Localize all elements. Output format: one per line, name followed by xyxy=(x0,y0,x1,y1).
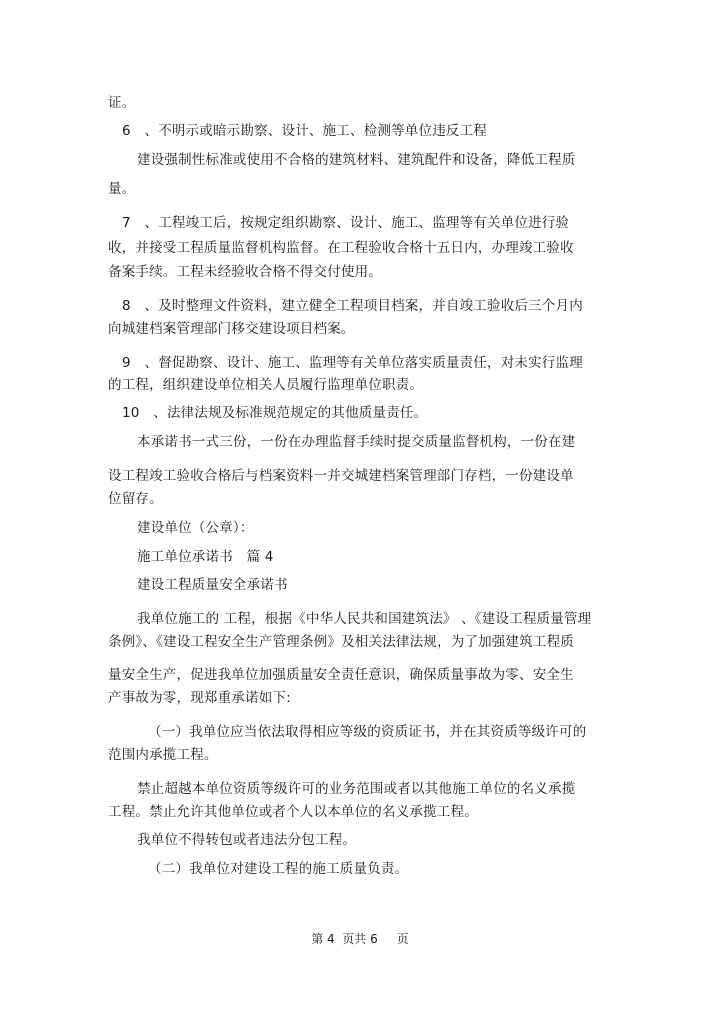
text-line: 范围内承揽工程。 xyxy=(108,747,218,763)
clause-2: （二）我单位对建设工程的施工质量负责。 xyxy=(148,861,409,877)
text-line: 向城建档案管理部门移交建设项目档案。 xyxy=(108,321,355,337)
section-subtitle: 建设工程质量安全承诺书 xyxy=(137,577,288,593)
text-line: 证。 xyxy=(108,95,136,111)
list-item-9: 9 、督促勘察、设计、施工、监理等有关单位落实质量责任，对未实行监理 xyxy=(122,355,583,371)
paragraph-line: 本承诺书一式三份，一份在办理监督手续时提交质量监督机构，一份在建 xyxy=(137,434,576,450)
list-item-10: 10 、法律法规及标准规范规定的其他质量责任。 xyxy=(122,405,428,421)
text-line: 备案手续。工程未经验收合格不得交付使用。 xyxy=(108,264,382,280)
paragraph-line: 我单位不得转包或者违法分包工程。 xyxy=(137,832,357,848)
section-title: 施工单位承诺书 篇 4 xyxy=(137,549,274,565)
text-line: 量安全生产，促进我单位加强质量安全责任意识，确保质量事故为零、安全生 xyxy=(108,667,574,683)
clause-1: （一）我单位应当依法取得相应等级的资质证书，并在其资质等级许可的 xyxy=(148,724,587,740)
text-line: 收，并接受工程质量监督机构监督。在工程验收合格十五日内，办理竣工验收 xyxy=(108,240,574,256)
text-line: 量。 xyxy=(108,181,136,197)
page-footer: 第 4 页共 6 页 xyxy=(311,932,409,946)
text-line: 工程。禁止允许其他单位或者个人以本单位的名义承揽工程。 xyxy=(108,804,478,820)
text-line: 建设强制性标准或使用不合格的建筑材料、建筑配件和设备，降低工程质 xyxy=(137,152,576,168)
paragraph-line: 我单位施工的 工程，根据《中华人民共和国建筑法》 、《建设工程质量管理 xyxy=(137,611,592,627)
text-line: 的工程，组织建设单位相关人员履行监理单位职责。 xyxy=(108,377,424,393)
paragraph-line: 禁止超越本单位资质等级许可的业务范围或者以其他施工单位的名义承揽 xyxy=(137,781,576,797)
signature-label: 建设单位（公章）： xyxy=(137,520,254,536)
text-line: 设工程竣工验收合格后与档案资料一并交城建档案管理部门存档，一份建设单 xyxy=(108,468,574,484)
list-item-8: 8 、及时整理文件资料，建立健全工程项目档案，并自竣工验收后三个月内 xyxy=(122,298,583,314)
list-item-7: 7 、工程竣工后，按规定组织勘察、设计、施工、监理等有关单位进行验 xyxy=(122,215,570,231)
text-line: 位留存。 xyxy=(108,491,163,507)
text-line: 产事故为零，现郑重承诺如下: xyxy=(108,690,291,706)
text-line: 条例》、《建设工程安全生产管理条例》及相关法律法规，为了加强建筑工程质 xyxy=(108,634,574,650)
list-item-6: 6 、不明示或暗示勘察、设计、施工、检测等单位违反工程 xyxy=(122,123,487,139)
